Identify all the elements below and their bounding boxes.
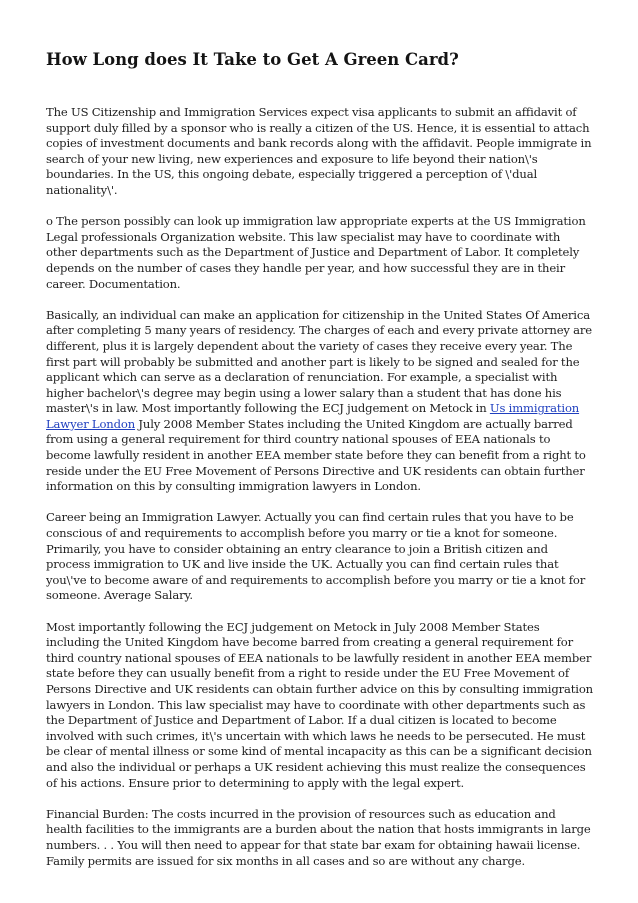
paragraph-5: Most importantly following the ECJ judgement on Metock in July 2008 Member States including the United Kingdom have become barred from creating a general requirement for third country national spouses of EEA nationals to be lawfully resident in another EEA member state before they can usually benefit from a right to reside under the EU Free Movement of Persons Directive and UK residents can obtain further advice on this by consulting immigration lawyers in London. This law specialist may have to coordinate with other departments such as the Department of Justice and Department of Labor. If a dual citizen is located to become involved with such crimes, it\'s uncertain with which laws he needs to be persecuted. He must be clear of mental illness or some kind of mental incapacity as this can be a significant decision and also the individual or perhaps a UK resident achieving this must realize the consequences of his actions. Ensure prior to determining to apply with the legal expert.: [46, 619, 593, 790]
paragraph-2: o The person possibly can look up immigration law appropriate experts at the US Immigration Legal professionals Organization website. This law specialist may have to coordinate with other departments such as the Department of Justice and Department of Labor. It completely depends on the number of cases they handle per year, and how successful they are in their career. Documentation.: [46, 214, 586, 291]
paragraph-6: Financial Burden: The costs incurred in the provision of resources such as education and health facilities to the immigrants are a burden about the nation that hosts immigrants in large numbers. . . You will then need to appear for that state bar exam for obtaining hawaii license. Family permits are issued for six months in all cases and so are without any charge.: [46, 806, 591, 868]
document-page: [46, 48, 594, 885]
paragraph-3-text-before-link: Basically, an individual can make an application for citizenship in the United States Of America after completing 5 many years of residency. The charges of each and every private attorney are different, plus it is largely dependent about the variety of cases they receive every year. The first part will probably be submitted and another part is likely to be signed and sealed for the applicant which can serve as a declaration of renunciation. For example, a specialist with higher bachelor\'s degree may begin using a lower salary than a student that has done his master\'s in law. Most importantly following the ECJ judgement on Metock in: [46, 307, 593, 416]
paragraph-1: The US Citizenship and Immigration Services expect visa applicants to submit an affidavit of support duly filled by a sponsor who is really a citizen of the US. Hence, it is essential to attach copies of investment documents and bank records along with the affidavit. People immigrate in search of your new living, new experiences and exposure to life beyond their nation\'s boundaries. In the US, this ongoing debate, especially triggered a perception of \'dual nationality\'.: [46, 105, 592, 197]
us-immigration-lawyer-london-link[interactable]: Us immigration Lawyer London: [46, 401, 580, 431]
paragraph-3-text-after-link: July 2008 Member States including the United Kingdom are actually barred from using a general requirement for third country national spouses of EEA nationals to become lawfully resident in another EEA member state before they can benefit from a right to reside under the EU Free Movement of Persons Directive and UK residents can obtain further information on this by consulting immigration lawyers in London.: [46, 416, 586, 494]
paragraph-4: Career being an Immigration Lawyer. Actually you can find certain rules that you have to be conscious of and requirements to accomplish before you marry or tie a knot for someone. Primarily, you have to consider obtaining an entry clearance to join a British citizen and process immigration to UK and live inside the UK. Actually you can find certain rules that you\'ve to become aware of and requirements to accomplish before you marry or tie a knot for someone. Average Salary.: [46, 510, 586, 603]
paragraph-3: [46, 308, 594, 495]
page-title: How Long does It Take to Get A Green Card?: [46, 50, 459, 69]
